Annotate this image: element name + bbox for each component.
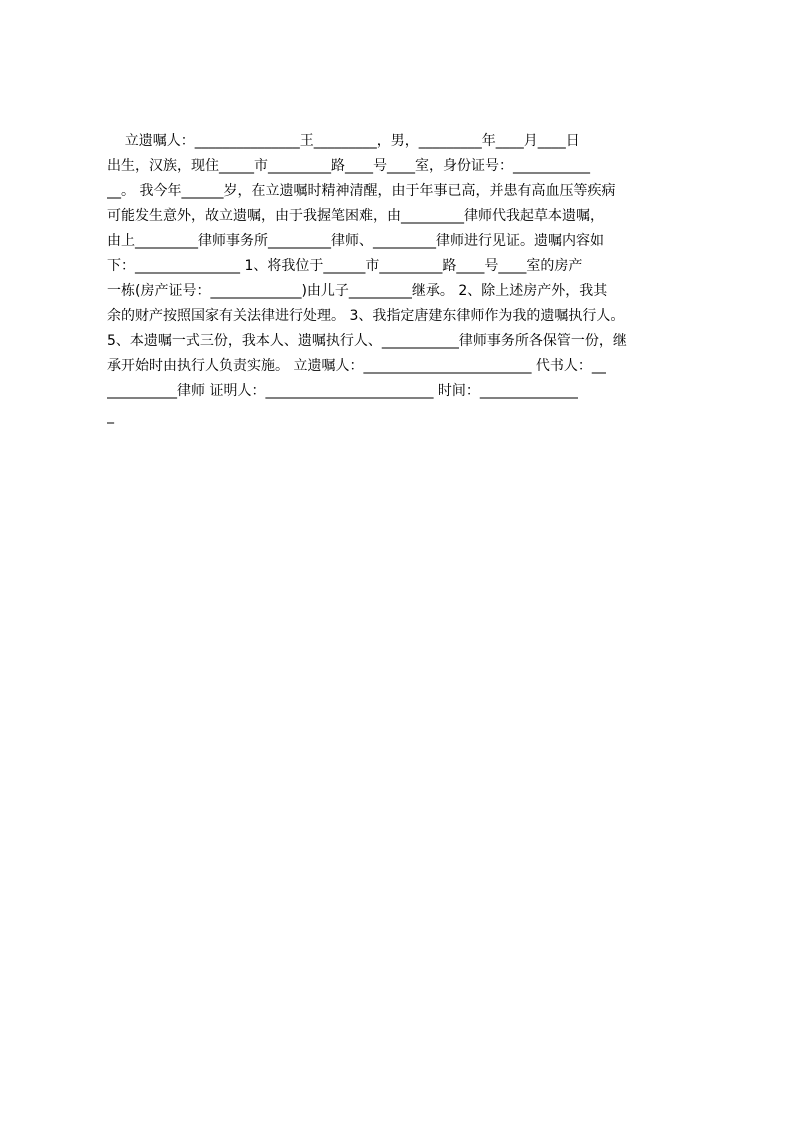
text-line-6: 下：_______________ 1、将我位于______市_________路____号____室的房产 bbox=[107, 258, 583, 274]
text-line-2: 出生，汉族，现住_____市_________路____号____室，身份证号：___________ bbox=[107, 158, 590, 174]
will-text-body bbox=[107, 129, 697, 429]
text-line-12: _ bbox=[107, 408, 114, 424]
text-line-10: 承开始时由执行人负责实施。 立遗嘱人：________________________ 代书人：__ bbox=[107, 358, 606, 374]
text-line-3: __。 我今年______岁，在立遗嘱时精神清醒，由于年事已高，并患有高血压等疾病 bbox=[107, 183, 616, 199]
text-line-5: 由上_________律师事务所_________律师、_________律师进行见证。遗嘱内容如 bbox=[107, 233, 604, 249]
text-line-4: 可能发生意外，故立遗嘱，由于我握笔困难，由_________律师代我起草本遗嘱， bbox=[107, 208, 604, 224]
text-line-1: 立遗嘱人：_______________王_________，男，_________年____月____日 bbox=[107, 133, 580, 149]
text-line-11: __________律师 证明人：________________________ 时间：______________ bbox=[107, 383, 578, 399]
text-line-7: 一栋(房产证号：_____________)由儿子_________继承。 2、除上述房产外，我其 bbox=[107, 283, 608, 299]
text-line-9: 5、本遗嘱一式三份，我本人、遗嘱执行人、___________律师事务所各保管一份，继 bbox=[107, 333, 627, 349]
text-line-8: 余的财产按照国家有关法律进行处理。 3、我指定唐建东律师作为我的遗嘱执行人。 bbox=[107, 308, 625, 324]
